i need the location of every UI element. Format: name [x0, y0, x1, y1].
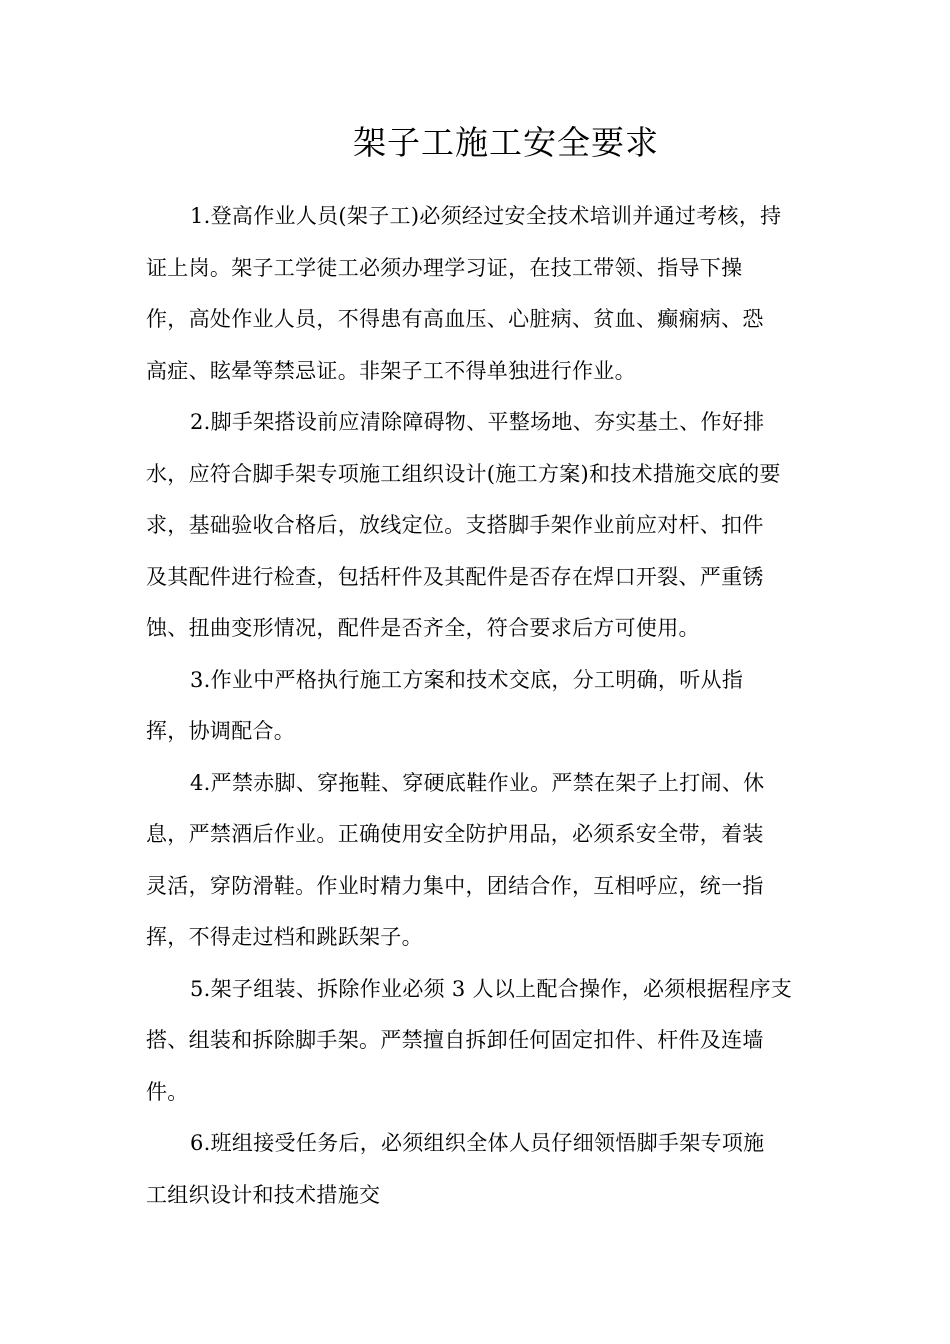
text-line: 搭、组装和拆除脚手架。严禁擅自拆卸任何固定扣件、杆件及连墙 — [146, 1028, 764, 1052]
text-line: 灵活，穿防滑鞋。作业时精力集中，团结合作，互相呼应，统一指 — [146, 873, 764, 898]
text-line: 1.登高作业人员(架子工)必须经过安全技术培训并通过考核，持 — [190, 204, 782, 228]
text-line: 水，应符合脚手架专项施工组织设计(施工方案)和技术措施交底的要 — [146, 461, 781, 486]
text-line: 蚀、扭曲变形情况，配件是否齐全，符合要求后方可使用。 — [146, 616, 700, 640]
text-line: 证上岗。架子工学徒工必须办理学习证，在技工带领、指导下操 — [146, 255, 743, 280]
text-line: 6.班组接受任务后，必须组织全体人员仔细领悟脚手架专项施 — [190, 1131, 765, 1155]
text-line: 挥，不得走过档和跳跃架子。 — [146, 925, 423, 949]
text-line: 4.严禁赤脚、穿拖鞋、穿硬底鞋作业。严禁在架子上打闹、休 — [190, 770, 765, 795]
text-line: 2.脚手架搭设前应清除障碍物、平整场地、夯实基土、作好排 — [190, 410, 765, 434]
text-line: 5.架子组装、拆除作业必须 3 人以上配合操作，必须根据程序支 — [190, 976, 793, 1001]
text-line: 息，严禁酒后作业。正确使用安全防护用品，必须系安全带，着装 — [146, 822, 764, 846]
text-line: 件。 — [146, 1079, 189, 1104]
document-body — [146, 191, 812, 1221]
text-line: 作，高处作业人员，不得患有高血压、心脏病、贫血、癫痫病、恐 — [146, 307, 764, 331]
document-title: 架子工施工安全要求 — [353, 123, 659, 162]
text-line: 及其配件进行检查，包括杆件及其配件是否存在焊口开裂、严重锈 — [146, 564, 764, 589]
text-line: 求，基础验收合格后，放线定位。支搭脚手架作业前应对杆、扣件 — [146, 513, 764, 537]
text-line: 3.作业中严格执行施工方案和技术交底，分工明确，听从指 — [190, 667, 744, 692]
text-line: 挥，协调配合。 — [146, 719, 296, 743]
text-line: 工组织设计和技术措施交 — [146, 1182, 381, 1207]
text-line: 高症、眩晕等禁忌证。非架子工不得单独进行作业。 — [146, 358, 636, 383]
